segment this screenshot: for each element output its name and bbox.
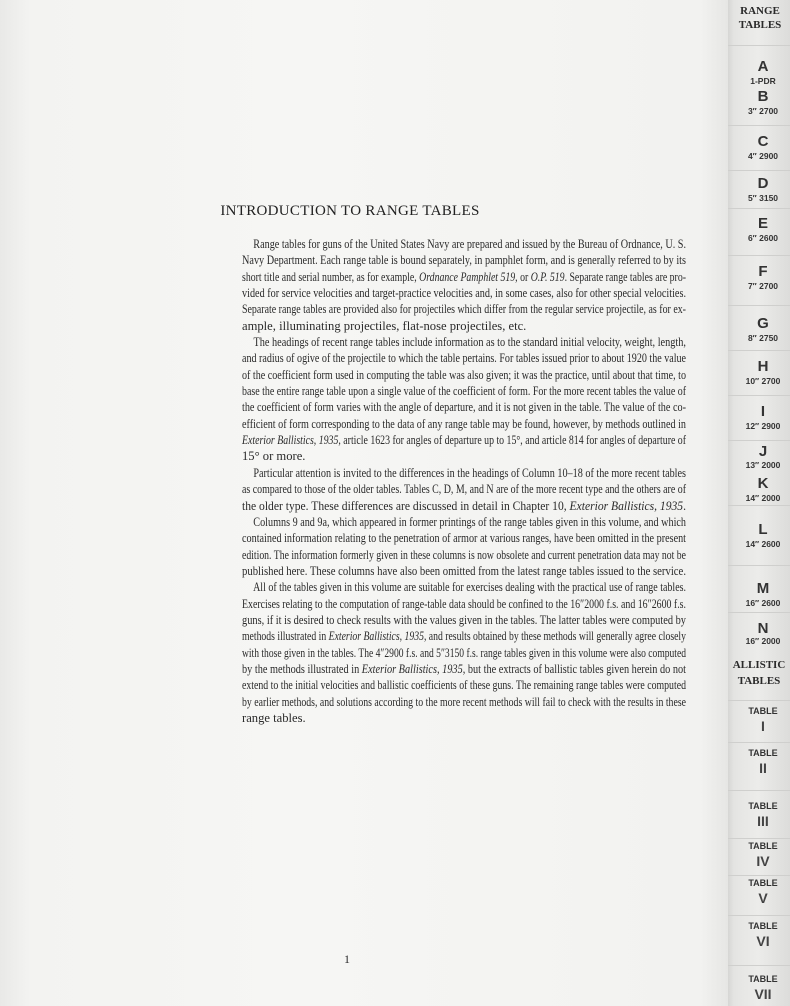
tab-divider bbox=[728, 612, 790, 614]
tab-divider bbox=[728, 350, 790, 352]
tab-divider bbox=[728, 170, 790, 172]
tab-table-3-numeral[interactable]: III bbox=[757, 813, 769, 829]
text-run: the coefficient of form varies with the angle of departure, and it is not given in the table. The value of the co- bbox=[242, 400, 686, 415]
text-run: . Separate range tables are pro- bbox=[564, 269, 686, 284]
tab-e-letter[interactable]: E bbox=[757, 215, 768, 232]
text-line bbox=[242, 350, 686, 366]
text-line-content bbox=[242, 547, 686, 563]
tab-n-letter[interactable]: N bbox=[757, 620, 769, 637]
tab-l-letter[interactable]: L bbox=[758, 521, 768, 538]
text-line-content bbox=[242, 269, 686, 285]
tab-b-letter[interactable]: B bbox=[757, 88, 769, 105]
tab-divider bbox=[728, 208, 790, 210]
ballistic-tables-header-line2: TABLES bbox=[737, 675, 781, 687]
tab-divider bbox=[728, 915, 790, 917]
tab-divider bbox=[728, 875, 790, 877]
text-line bbox=[242, 579, 686, 595]
text-run: , or bbox=[515, 269, 531, 284]
tab-divider bbox=[728, 700, 790, 702]
text-line bbox=[242, 563, 686, 579]
tab-table-7-numeral[interactable]: VII bbox=[754, 986, 772, 1002]
text-run: of the coefficient form used in computing the table was also given; it was the practice, until about that time, to bbox=[242, 367, 686, 382]
range-tables-header-line2: TABLES bbox=[738, 19, 782, 31]
tab-table-7-label[interactable]: TABLE bbox=[748, 974, 778, 984]
text-line-content bbox=[242, 367, 686, 383]
text-line bbox=[242, 432, 686, 448]
tab-k-letter[interactable]: K bbox=[757, 475, 769, 492]
text-line-content bbox=[242, 416, 686, 432]
tab-m-letter[interactable]: M bbox=[756, 580, 770, 597]
text-line bbox=[242, 367, 686, 383]
tab-n-gun[interactable]: 16″ 2000 bbox=[745, 636, 781, 646]
text-run: efficient of form corresponding to the data of any range table may be found, however, by methods outlined in bbox=[242, 416, 686, 431]
text-line bbox=[242, 661, 686, 677]
text-line bbox=[242, 252, 686, 268]
text-run: and radius of ogive of the projectile to which the table pertains. For tables issued prior to about 1920 the value bbox=[242, 351, 686, 366]
tab-table-6-numeral[interactable]: VI bbox=[756, 933, 770, 949]
tab-table-2-label[interactable]: TABLE bbox=[748, 748, 778, 758]
text-run: edition. The information formerly given in these columns is now obsolete and current penetration data may not be bbox=[242, 547, 686, 562]
text-line-content bbox=[242, 579, 686, 595]
text-line-content bbox=[242, 710, 306, 726]
tab-c-letter[interactable]: C bbox=[757, 133, 769, 150]
text-run: extend to the initial velocities and ballistic coefficients of these guns. The remaining range tables were computed bbox=[242, 678, 686, 693]
text-line bbox=[242, 628, 686, 644]
text-line bbox=[242, 399, 686, 415]
tab-divider bbox=[728, 965, 790, 967]
text-run: by earlier methods, and solutions according to the more recent methods will fail to check with the results in these bbox=[242, 694, 686, 709]
text-run: Range tables for guns of the United States Navy are prepared and issued by the Bureau of Ordnance, U. S. bbox=[253, 237, 686, 251]
tab-table-1-numeral[interactable]: I bbox=[761, 718, 765, 734]
text-run: published here. These columns have also been omitted from the latest range tables issued to the service. bbox=[242, 563, 686, 578]
text-line-content bbox=[242, 432, 686, 448]
text-line bbox=[242, 334, 686, 350]
tab-a-gun[interactable]: 1-PDR bbox=[750, 76, 776, 86]
italic-citation: Exterior Ballistics, 1935 bbox=[328, 629, 424, 644]
text-line-content bbox=[242, 661, 686, 677]
italic-citation: O.P. 519 bbox=[530, 269, 565, 284]
text-run: by the methods illustrated in bbox=[242, 661, 362, 676]
tab-j-letter[interactable]: J bbox=[758, 443, 768, 460]
text-line bbox=[242, 301, 686, 317]
tab-table-5-label[interactable]: TABLE bbox=[748, 878, 778, 888]
text-run: the older type. These differences are discussed in detail in Chapter 10, bbox=[242, 498, 570, 513]
text-line-content bbox=[242, 448, 305, 464]
tab-divider bbox=[728, 125, 790, 127]
tab-a-letter[interactable]: A bbox=[757, 58, 769, 75]
text-line-content bbox=[242, 498, 686, 514]
tab-table-4-label[interactable]: TABLE bbox=[748, 841, 778, 851]
tab-f-gun[interactable]: 7″ 2700 bbox=[747, 281, 779, 291]
text-line-content bbox=[242, 465, 686, 481]
text-run: base the entire range table upon a single value of the coefficient of form. For the more recent tables the value of bbox=[242, 384, 686, 399]
tab-divider bbox=[728, 305, 790, 307]
tab-divider bbox=[728, 790, 790, 792]
tab-d-gun[interactable]: 5″ 3150 bbox=[747, 193, 779, 203]
text-line-content bbox=[242, 596, 686, 612]
page-number: 1 bbox=[344, 952, 350, 966]
text-line bbox=[242, 677, 686, 693]
tab-h-gun[interactable]: 10″ 2700 bbox=[745, 376, 781, 386]
tab-divider bbox=[728, 838, 790, 840]
text-line bbox=[242, 645, 686, 661]
text-run: 15° or more. bbox=[242, 449, 306, 464]
index-tabs bbox=[728, 0, 790, 1006]
text-run: The headings of recent range tables include information as to the standard initial velocity, weight, length, bbox=[253, 335, 686, 350]
italic-citation: Ordnance Pamphlet 519 bbox=[419, 269, 516, 284]
text-run: vided for service velocities and target-practice velocities and, in some cases, also for other special velocities. bbox=[242, 286, 686, 301]
text-line-content bbox=[242, 481, 686, 497]
text-line-content bbox=[242, 350, 686, 366]
page-title: INTRODUCTION TO RANGE TABLES bbox=[220, 203, 480, 219]
tab-table-2-numeral[interactable]: II bbox=[759, 760, 767, 776]
text-line-content bbox=[242, 318, 526, 334]
text-line bbox=[242, 498, 686, 514]
tab-h-letter[interactable]: H bbox=[757, 358, 769, 375]
text-run: guns, if it is desired to check results with the values given in the tables. The latter tables were computed by bbox=[242, 612, 686, 627]
tab-c-gun[interactable]: 4″ 2900 bbox=[747, 151, 779, 161]
text-line-content bbox=[242, 285, 686, 301]
text-run: Particular attention is invited to the differences in the headings of Column 10–18 of the more recent tables bbox=[253, 465, 686, 480]
text-run: Separate range tables are provided also for projectiles which differ from the regular service projectile, as for ex- bbox=[242, 302, 686, 317]
tab-d-letter[interactable]: D bbox=[757, 175, 769, 192]
tab-divider bbox=[728, 742, 790, 744]
tab-g-letter[interactable]: G bbox=[757, 315, 769, 332]
text-line bbox=[242, 530, 686, 546]
text-run: contained information relating to the penetration of armor at various ranges, have been omitted in the present bbox=[242, 531, 686, 546]
text-run: range tables. bbox=[242, 710, 306, 725]
tab-table-6-label[interactable]: TABLE bbox=[748, 921, 778, 931]
text-line bbox=[242, 465, 686, 481]
text-line-content bbox=[242, 301, 686, 317]
tab-divider bbox=[728, 505, 790, 507]
text-line-content bbox=[242, 563, 686, 579]
text-run: short title and serial number, as for example, bbox=[242, 269, 420, 284]
tab-divider bbox=[728, 395, 790, 397]
range-tables-header-line1: RANGE bbox=[740, 5, 780, 17]
text-line bbox=[242, 416, 686, 432]
tab-table-4-numeral[interactable]: IV bbox=[756, 853, 770, 869]
text-line bbox=[242, 448, 686, 464]
tab-divider bbox=[728, 565, 790, 567]
text-line-content bbox=[242, 530, 686, 546]
text-line-content bbox=[242, 252, 686, 268]
text-line-content bbox=[242, 677, 686, 693]
text-run: All of the tables given in this volume are suitable for exercises dealing with the practical use of range tables. bbox=[253, 580, 687, 595]
tab-g-gun[interactable]: 8″ 2750 bbox=[747, 333, 779, 343]
body-text bbox=[242, 236, 686, 726]
text-line bbox=[242, 612, 686, 628]
italic-citation: Exterior Ballistics, 1935 bbox=[361, 661, 463, 676]
tab-table-1-label[interactable]: TABLE bbox=[748, 706, 778, 716]
text-run: as compared to those of the older tables. Tables C, D, M, and N are of the more recent type and the others are of bbox=[242, 482, 686, 497]
tab-b-gun[interactable]: 3″ 2700 bbox=[747, 106, 779, 116]
tab-divider bbox=[728, 255, 790, 257]
italic-citation: Exterior Ballistics, 1935 bbox=[569, 498, 684, 513]
tab-e-gun[interactable]: 6″ 2600 bbox=[747, 233, 779, 243]
text-line bbox=[242, 383, 686, 399]
text-run: methods illustrated in bbox=[242, 629, 329, 644]
text-line bbox=[242, 285, 686, 301]
text-line-content bbox=[242, 399, 686, 415]
tab-l-gun[interactable]: 14″ 2600 bbox=[745, 539, 781, 549]
text-line-content bbox=[242, 628, 686, 644]
tab-table-3-label[interactable]: TABLE bbox=[748, 801, 778, 811]
text-run: , and results obtained by these methods will generally agree closely bbox=[423, 629, 686, 644]
text-line bbox=[242, 710, 686, 726]
tab-divider bbox=[728, 45, 790, 47]
tab-k-gun[interactable]: 14″ 2000 bbox=[745, 493, 781, 503]
text-line bbox=[242, 236, 686, 252]
text-line-content bbox=[242, 383, 686, 399]
text-line-content bbox=[242, 645, 686, 661]
text-line bbox=[242, 318, 686, 334]
text-line-content bbox=[242, 694, 686, 710]
text-run: , article 1623 for angles of departure up to 15°, and article 814 for angles of departure of bbox=[338, 433, 686, 448]
text-run: ample, illuminating projectiles, flat-nose projectiles, etc. bbox=[242, 318, 527, 333]
text-run: , but the extracts of ballistic tables given herein do not bbox=[462, 661, 686, 676]
tab-i-letter[interactable]: I bbox=[760, 403, 766, 420]
text-line-content bbox=[242, 514, 686, 530]
text-run: . bbox=[683, 498, 686, 513]
tab-divider bbox=[728, 440, 790, 442]
tab-table-5-numeral[interactable]: V bbox=[758, 890, 768, 906]
text-run: Exercises relating to the computation of range-table data should be confined to the 16″2000 f.s. and 16″2600 f.s. bbox=[242, 596, 686, 611]
text-line bbox=[242, 481, 686, 497]
ballistic-tables-header-line1: ALLISTIC bbox=[732, 659, 786, 671]
text-line-content bbox=[242, 236, 686, 252]
text-line bbox=[242, 269, 686, 285]
text-line bbox=[242, 514, 686, 530]
tab-i-gun[interactable]: 12″ 2900 bbox=[745, 421, 781, 431]
text-line-content bbox=[242, 612, 686, 628]
tab-f-letter[interactable]: F bbox=[758, 263, 768, 280]
text-run: Columns 9 and 9a, which appeared in former printings of the range tables given in this volume, and which bbox=[253, 514, 687, 529]
text-line-content bbox=[242, 334, 686, 350]
text-line bbox=[242, 694, 686, 710]
text-run: Navy Department. Each range table is bound separately, in pamphlet form, and is generally referred to by its bbox=[242, 253, 686, 268]
tab-m-gun[interactable]: 16″ 2600 bbox=[745, 598, 781, 608]
text-run: with those given in the tables. The 4″2900 f.s. and 5″3150 f.s. range tables given in this volume were also computed bbox=[242, 645, 686, 660]
italic-citation: Exterior Ballistics, 1935 bbox=[242, 433, 339, 448]
text-line bbox=[242, 596, 686, 612]
text-line bbox=[242, 547, 686, 563]
tab-j-gun[interactable]: 13″ 2000 bbox=[745, 460, 781, 470]
